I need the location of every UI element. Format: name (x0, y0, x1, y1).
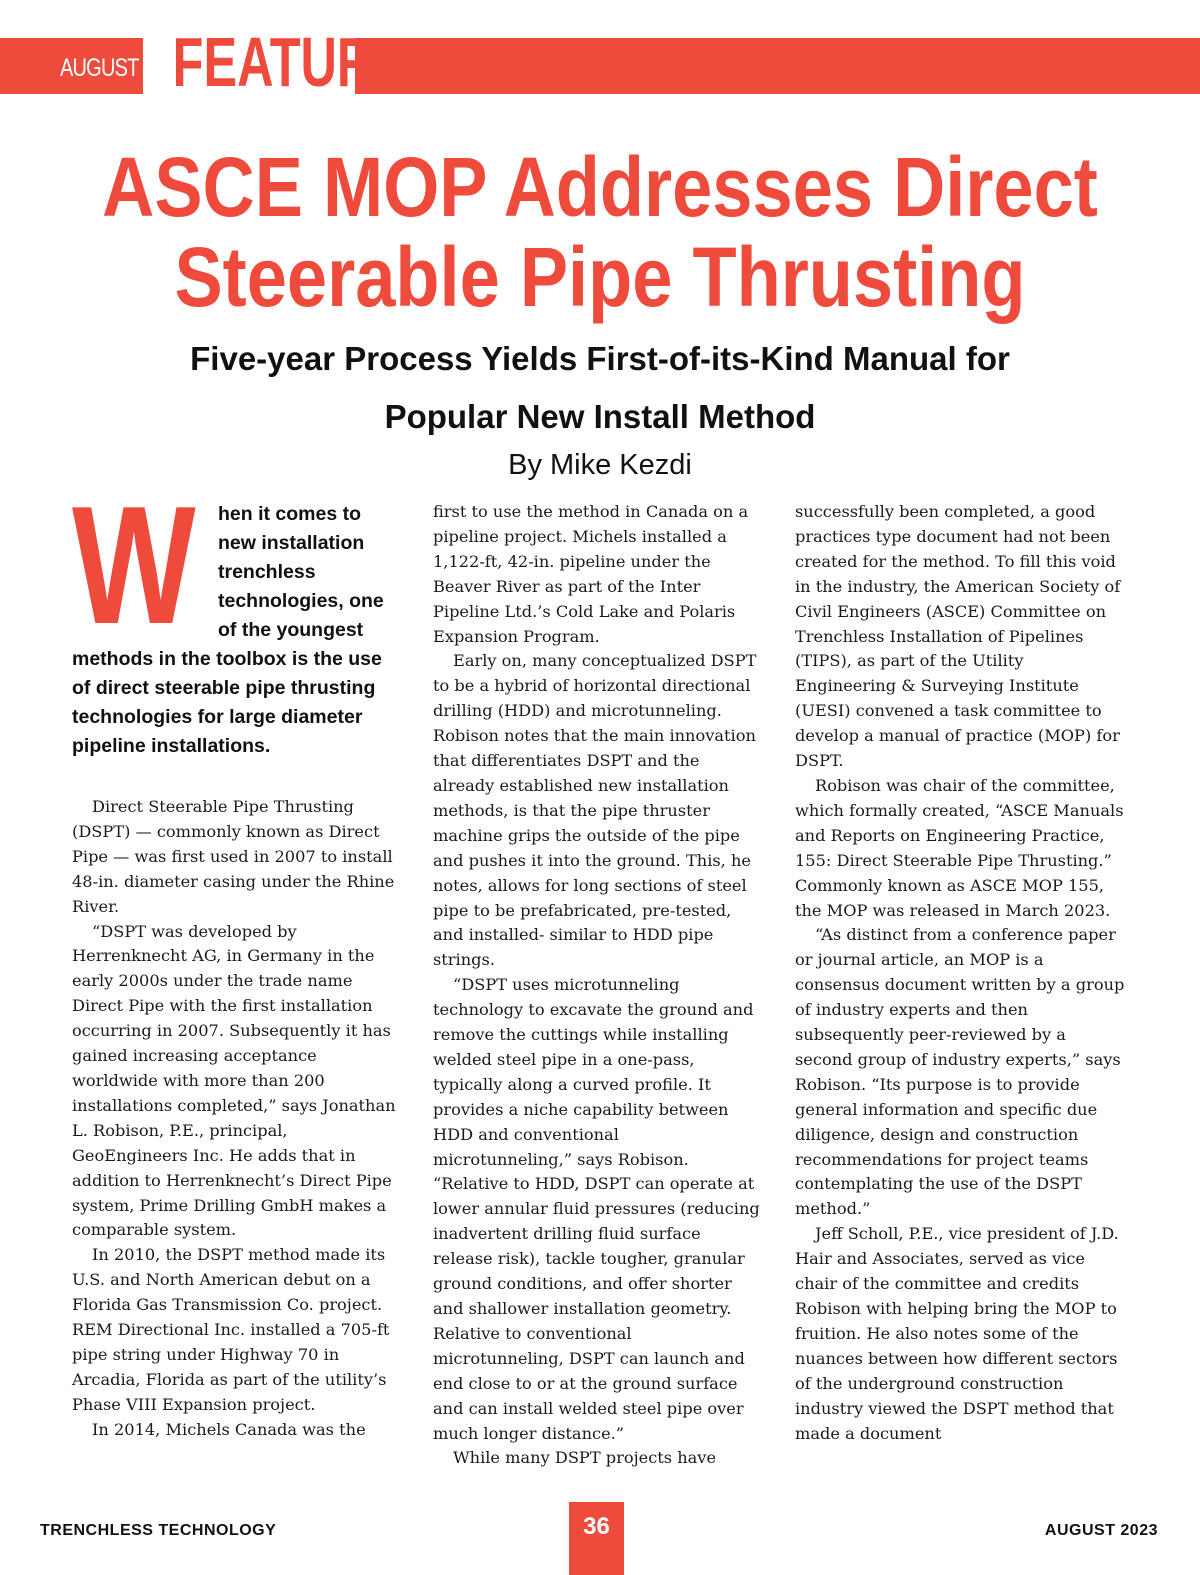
body-paragraph: In 2010, the DSPT method made its U.S. and North American debut on a Florida Gas Transmission Co. project. REM Directional Inc. installed a 705-ft pipe string under Highway 70 in Arcadia, Florida as part of the utility’s Phase VIII Expansion project. (72, 1245, 390, 1414)
body-paragraph: “DSPT was developed by Herrenknecht AG, in Germany in the early 2000s under the trade name Direct Pipe with the first installation occurring in 2007. Subsequently it has gained increasing acceptance worldwide with more than 200 installations completed,” says Jonathan L. Robison, P.E., principal, GeoEngineers Inc. He adds that in addition to Herrenknecht’s Direct Pipe system, Prime Drilling GmbH makes a comparable system. (72, 921, 396, 1240)
deck-line-2: Popular New Install Method (384, 398, 816, 435)
body-paragraph: Direct Steerable Pipe Thrusting (DSPT) — commonly known as Direct Pipe — was first used in 2007 to install 48-in. diameter casing under the Rhine River. (72, 797, 395, 916)
footer-publication: TRENCHLESS TECHNOLOGY (40, 1522, 277, 1539)
body-paragraph: “As distinct from a conference paper or journal article, an MOP is a consensus document written by a group of industry experts and then subsequently peer-reviewed by a second group of industry experts,” says Robison. “Its purpose is to provide general information and specific due diligence, design and construction recommendations for project teams contemplating the use of the DSPT method.” (795, 925, 1125, 1219)
page-number: 36 (569, 1502, 624, 1575)
issue-month: AUGUST (60, 54, 139, 82)
article-column-2 (433, 500, 763, 1471)
section-label: FEATURE (172, 23, 407, 101)
lead-paragraph (72, 471, 402, 761)
section-label-box (143, 23, 407, 101)
headline-line-1: ASCE MOP Addresses Direct (102, 140, 1098, 234)
deck-line-1: Five-year Process Yields First-of-its-Kind Manual for (190, 340, 1010, 377)
headline-line-2: Steerable Pipe Thrusting (174, 230, 1026, 324)
article-column-1 (72, 471, 402, 1443)
body-paragraph-continued: successfully been completed, a good practices type document had not been created for the method. To fill this void in the industry, the American Society of Civil Engineers (ASCE) Committee on Trenchless Installation of Pipelines (TIPS), as part of the Utility Engineering & Surveying Institute (UESI) convened a task committee to develop a manual of practice (MOP) for DSPT. (795, 502, 1121, 771)
article-byline: By Mike Kezdi (508, 449, 692, 481)
body-paragraph: Early on, many conceptualized DSPT to be a hybrid of horizontal directional drilling (HDD) and microtunneling. Robison notes that the main innovation that differentiates DSPT and the already established new installation methods, is that the pipe thruster machine grips the outside of the pipe and pushes it into the ground. This, he notes, allows for long sections of steel pipe to be prefabricated, pre-tested, and installed- similar to HDD pipe strings. (433, 651, 757, 970)
article-deck (60, 330, 1140, 446)
article-headline (84, 142, 1116, 322)
footer-date: AUGUST 2023 (1044, 1522, 1158, 1539)
body-paragraph: In 2014, Michels Canada was the (92, 1419, 366, 1439)
body-paragraph: Jeff Scholl, P.E., vice president of J.D. Hair and Associates, served as vice chair of the committee and credits Robison with helping bring the MOP to fruition. He also notes some of the nuances between how different sectors of the underground construction industry viewed the DSPT method that made a document (795, 1224, 1119, 1443)
article-column-3 (795, 500, 1125, 1446)
drop-cap: W (72, 471, 196, 659)
body-paragraph: Robison was chair of the committee, which formally created, “ASCE Manuals and Reports on Engineering Practice, 155: Direct Steerable Pipe Thrusting.” Commonly known as ASCE MOP 155, the MOP was released in March 2023. (795, 775, 1124, 920)
section-banner (0, 23, 1200, 101)
lead-text: hen it comes to new installation trenchless technologies, one of the youngest methods in the toolbox is the use of direct steerable pipe thrusting technologies for large diameter pipeline installations. (72, 503, 384, 757)
body-paragraph: While many DSPT projects have (453, 1448, 717, 1468)
body-paragraph: “DSPT uses microtunneling technology to excavate the ground and remove the cuttings while installing welded steel pipe in a one-pass, typically along a curved profile. It provides a niche capability between HDD and conventional microtunneling,” says Robison. “Relative to HDD, DSPT can operate at lower annular fluid pressures (reducing inadvertent drilling fluid surface release risk), tackle tougher, granular ground conditions, and offer shorter and shallower installation geometry. Relative to conventional microtunneling, DSPT can launch and end close to or at the ground surface and can install welded steel pipe over much longer distance.” (433, 975, 760, 1443)
body-paragraph-continued: first to use the method in Canada on a pipeline project. Michels installed a 1,122-ft, 42-in. pipeline under the Beaver River as part of the Inter Pipeline Ltd.’s Cold Lake and Polaris Expansion Program. (433, 502, 749, 646)
